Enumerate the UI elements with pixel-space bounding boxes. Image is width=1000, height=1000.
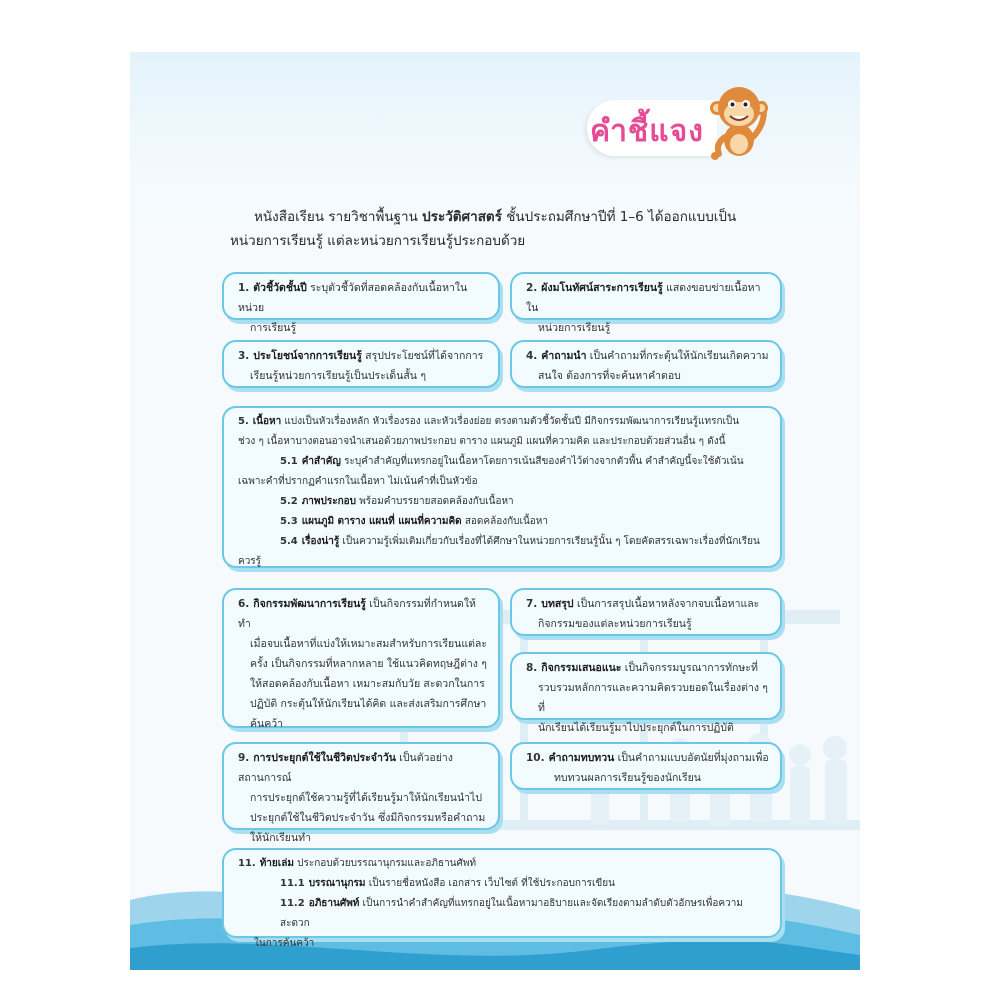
page-title: คำชี้แจง (590, 114, 704, 149)
item-box-8: 8. กิจกรรมเสนอแนะ เป็นกิจกรรมบูรณาการทักษะที่ รวบรวมหลักการและความคิดรวบยอดในเรื่องต่าง ๆ ที่ นักเรียนได้เรียนรู้มาไปประยุกต์ในการปฏิบัติ (510, 652, 782, 720)
item-box-6: 6. กิจกรรมพัฒนาการเรียนรู้ เป็นกิจกรรมที่กำหนดให้ทำ เมื่อจบเนื้อหาที่แบ่งให้เหมาะสมสำหรับการเรียนแต่ละ ครั้ง เป็นกิจกรรมที่หลากหลาย ใช้แนวคิดทฤษฎีต่าง ๆ ให้สอดคล้องกับเนื้อหา เหมาะสมกับวัย สะดวกในการ ปฏิบัติ กระตุ้นให้นักเรียนได้คิด และส่งเสริมการศึกษา ค้นคว้า (222, 588, 500, 728)
intro-paragraph: หนังสือเรียน รายวิชาพื้นฐาน ประวัติศาสตร์ ชั้นประถมศึกษาปีที่ 1–6 ได้ออกแบบเป็น หน่วยการเรียนรู้ แต่ละหน่วยการเรียนรู้ประกอบด้วย (230, 209, 737, 249)
item-box-7: 7. บทสรุป เป็นการสรุปเนื้อหาหลังจากจบเนื้อหาและ กิจกรรมของแต่ละหน่วยการเรียนรู้ (510, 588, 782, 636)
item-box-4: 4. คำถามนำ เป็นคำถามที่กระตุ้นให้นักเรียนเกิดความ สนใจ ต้องการที่จะค้นหาคำตอบ (510, 340, 782, 388)
item-box-10: 10. คำถามทบทวน เป็นคำถามแบบอัตนัยที่มุ่งถามเพื่อ ทบทวนผลการเรียนรู้ของนักเรียน (510, 742, 782, 790)
item-box-3: 3. ประโยชน์จากการเรียนรู้ สรุปประโยชน์ที่ได้จากการ เรียนรู้หน่วยการเรียนรู้เป็นประเด็นสั้น ๆ (222, 340, 500, 388)
item-box-11: 11. ท้ายเล่ม ประกอบด้วยบรรณานุกรมและอภิธานศัพท์ 11.1 บรรณานุกรม เป็นรายชื่อหนังสือ เอกสาร เว็บไซต์ ที่ใช้ประกอบการเขียน 11.2 อภิธานศัพท์ เป็นการนำคำสำคัญที่แทรกอยู่ในเนื้อหามาอธิบายและจัดเรียงตามลำดับตัวอักษรเพื่อความสะดวก ในการค้นคว้า (222, 848, 782, 938)
item-box-5: 5. เนื้อหา แบ่งเป็นหัวเรื่องหลัก หัวเรื่องรอง และหัวเรื่องย่อย ตรงตามตัวชี้วัดชั้นปี มีกิจกรรมพัฒนาการเรียนรู้แทรกเป็น ช่วง ๆ เนื้อหาบางตอนอาจนำเสนอด้วยภาพประกอบ ตาราง แผนภูมิ แผนที่ความคิด และประกอบด้วยส่วนอื่น ๆ ดังนี้ 5.1 คำสำคัญ ระบุคำสำคัญที่แทรกอยู่ในเนื้อหาโดยการเน้นสีของคำไว้ต่างจากตัวพื้น คำสำคัญนี้จะใช้ตัวเน้น เฉพาะคำที่ปรากฏคำแรกในเนื้อหา ไม่เน้นคำที่เป็นหัวข้อ 5.2 ภาพประกอบ พร้อมคำบรรยายสอดคล้องกับเนื้อหา 5.3 แผนภูมิ ตาราง แผนที่ แผนที่ความคิด สอดคล้องกับเนื้อหา 5.4 เรื่องน่ารู้ เป็นความรู้เพิ่มเติมเกี่ยวกับเรื่องที่ได้ศึกษาในหน่วยการเรียนรู้นั้น ๆ โดยคัดสรรเฉพาะเรื่องที่นักเรียน ควรรู้ (222, 406, 782, 568)
item-box-2: 2. ผังมโนทัศน์สาระการเรียนรู้ แสดงขอบข่ายเนื้อหาใน หน่วยการเรียนรู้ (510, 272, 782, 320)
monkey-mascot-icon (707, 82, 771, 160)
item-box-1: 1. ตัวชี้วัดชั้นปี ระบุตัวชี้วัดที่สอดคล้องกับเนื้อหาในหน่วย การเรียนรู้ (222, 272, 500, 320)
item-box-9: 9. การประยุกต์ใช้ในชีวิตประจำวัน เป็นตัวอย่างสถานการณ์ การประยุกต์ใช้ความรู้ที่ได้เรียนรู้มาให้นักเรียนนำไป ประยุกต์ใช้ในชีวิตประจำวัน ซึ่งมีกิจกรรมหรือคำถาม ให้นักเรียนทำ (222, 742, 500, 830)
